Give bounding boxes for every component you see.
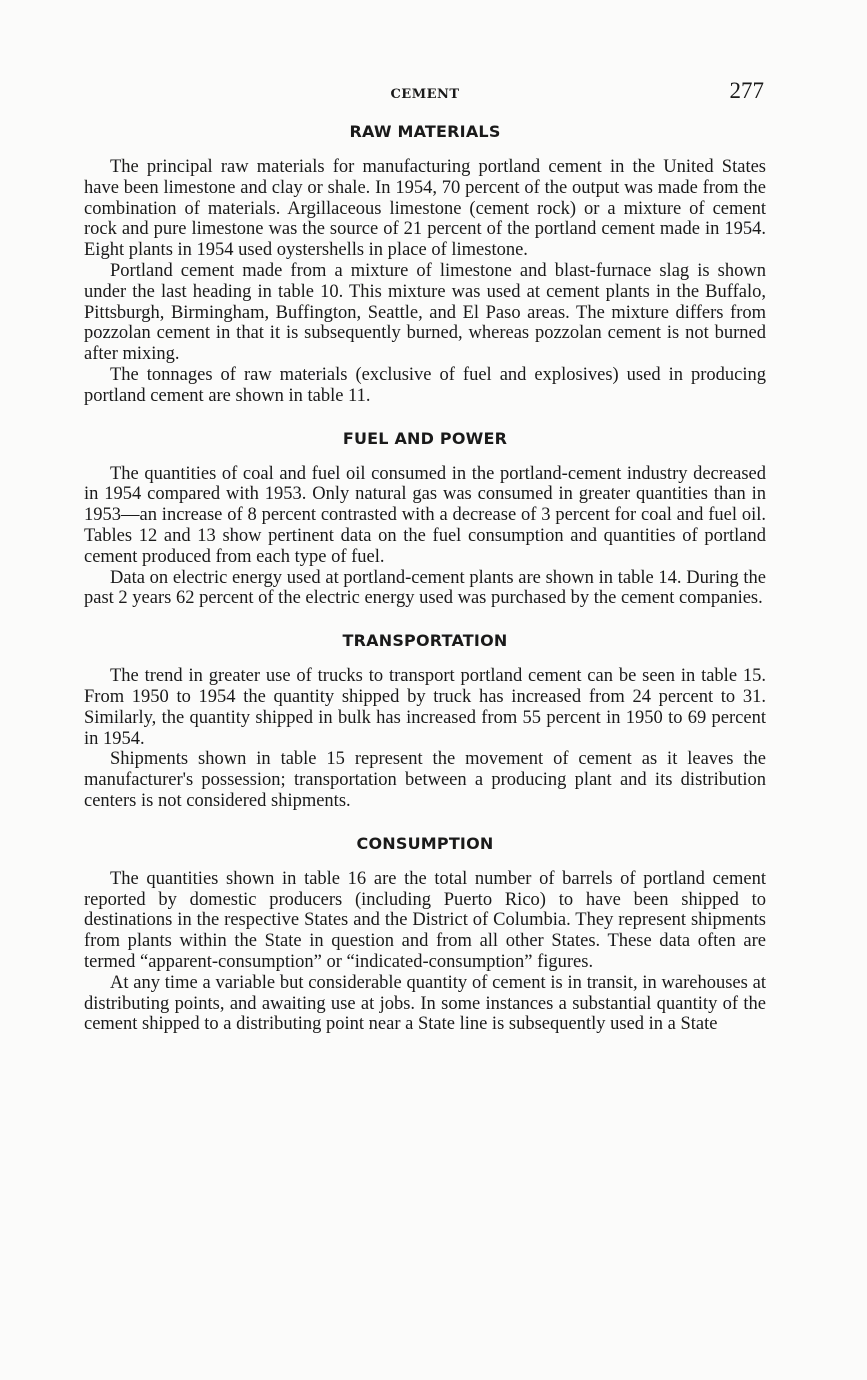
paragraph: Portland cement made from a mixture of limestone and blast-furnace slag is shown under the last heading in table 10. This mixture was used at cement plants in the Buffalo, Pittsburgh, Birmingham, Buffington, Seattle, and El Paso areas. The mixture differs from pozzolan cement in that it is subsequently burned, whereas pozzolan cement is not burned after mixing. (84, 260, 766, 365)
paragraph: The tonnages of raw materials (exclusive of fuel and explosives) used in producing portland cement are shown in table 11. (84, 364, 766, 406)
document-page (84, 78, 766, 1035)
paragraph: At any time a variable but considerable quantity of cement is in transit, in warehouses at distributing points, and awaiting use at jobs. In some instances a substantial quantity of the cement shipped to a distributing point near a State line is subsequently used in a State (84, 972, 766, 1035)
section-heading: FUEL AND POWER (342, 428, 508, 448)
paragraph: Data on electric energy used at portland-cement plants are shown in table 14. During the past 2 years 62 percent of the electric energy used was purchased by the cement companies. (84, 567, 766, 609)
paragraph: The quantities shown in table 16 are the total number of barrels of portland cement reported by domestic producers (including Puerto Rico) to have been shipped to destinations in the respective States and the District of Columbia. They represent shipments from plants within the State in question and from all other States. These data often are termed “apparent-consumption” or “indicated-consumption” figures. (84, 868, 766, 972)
running-head-title: CEMENT (390, 87, 460, 102)
section-raw-materials (84, 122, 766, 407)
section-heading: TRANSPORTATION (342, 631, 508, 651)
section-fuel-and-power (84, 429, 766, 610)
paragraph: Shipments shown in table 15 represent the movement of cement as it leaves the manufacturer's possession; transportation between a producing plant and its distribution centers is not considered shipments. (84, 749, 766, 811)
page-number: 277 (729, 78, 764, 103)
section-consumption (84, 834, 766, 1035)
paragraph: The principal raw materials for manufacturing portland cement in the United States have been limestone and clay or shale. In 1954, 70 percent of the output was made from the combination of materials. Argillaceous limestone (cement rock) or a mixture of cement rock and pure limestone was the source of 21 percent of the portland cement made in 1954. Eight plants in 1954 used oystershells in place of limestone. (84, 157, 766, 261)
section-heading: CONSUMPTION (356, 833, 494, 853)
section-heading: RAW MATERIALS (349, 122, 501, 141)
running-head (84, 78, 766, 110)
paragraph: The trend in greater use of trucks to transport portland cement can be seen in table 15. From 1950 to 1954 the quantity shipped by truck has increased from 24 percent to 31. Similarly, the quantity shipped in bulk has increased from 55 percent in 1950 to 69 percent in 1954. (84, 666, 766, 749)
paragraph: The quantities of coal and fuel oil consumed in the portland-cement industry decreased in 1954 compared with 1953. Only natural gas was consumed in greater quantities than in 1953—an increase of 8 percent contrasted with a decrease of 3 percent for coal and fuel oil. Tables 12 and 13 show pertinent data on the fuel consumption and quantities of portland cement produced from each type of fuel. (84, 463, 766, 567)
section-transportation (84, 631, 766, 812)
